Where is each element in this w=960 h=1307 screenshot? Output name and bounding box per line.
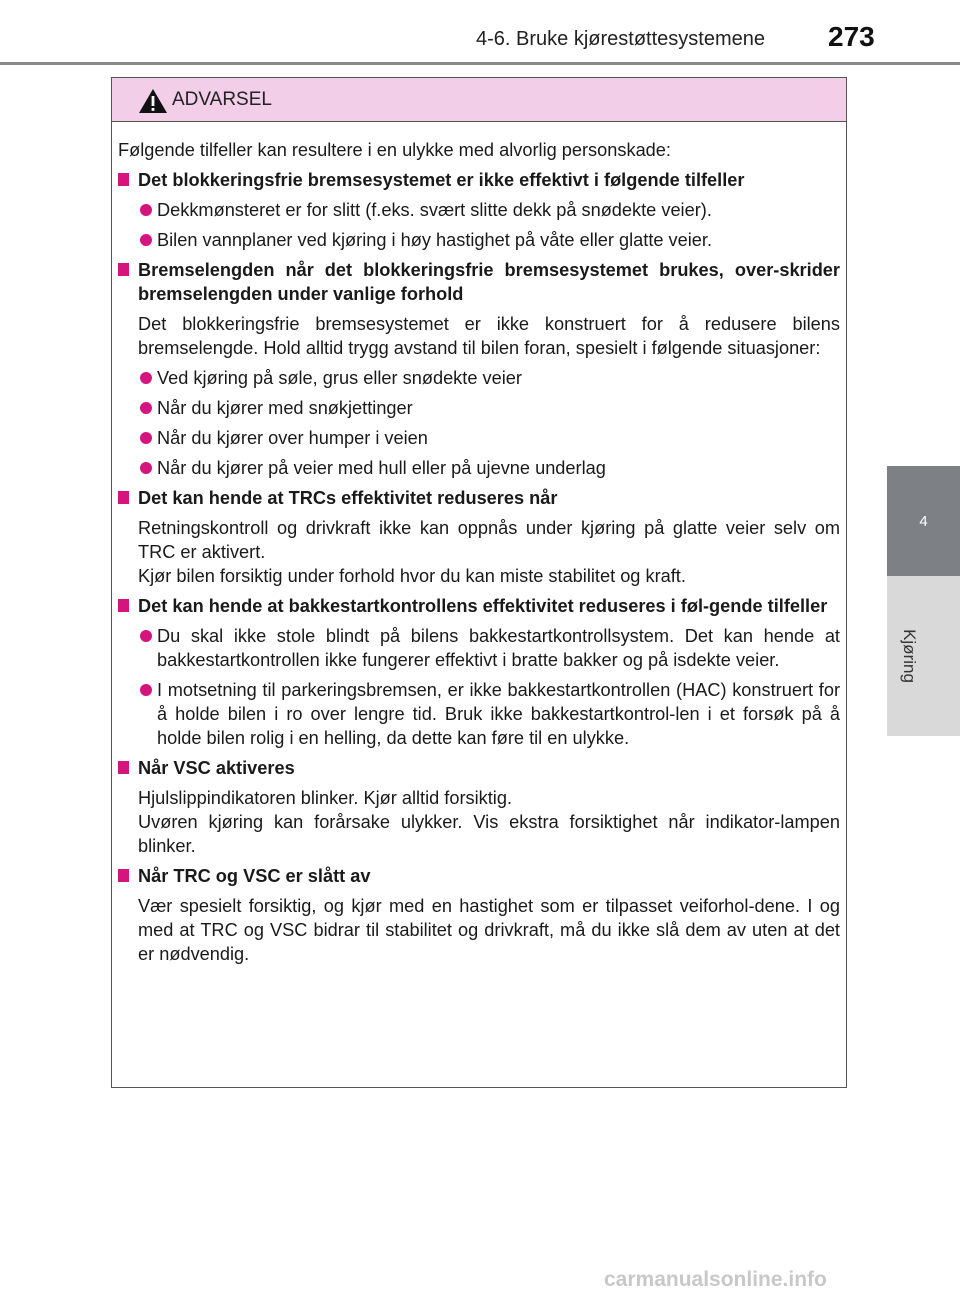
item-heading: Bremselengden når det blokkeringsfrie bremsesystemet brukes, over-skrider bremselengden under vanlige forhold: [138, 260, 840, 304]
bullet-text: Bilen vannplaner ved kjøring i høy hastighet på våte eller glatte veier.: [157, 230, 713, 250]
warning-triangle-icon: [138, 88, 168, 114]
watermark: carmanualsonline.info: [604, 1268, 827, 1291]
warning-item: [118, 864, 840, 966]
section-title: 4-6. Bruke kjørestøttesystemene: [476, 28, 765, 50]
circle-bullet-icon: [140, 372, 152, 384]
chapter-number: 4: [919, 513, 928, 530]
chapter-label: Kjøring: [900, 629, 919, 683]
item-text: [118, 516, 840, 588]
item-text-line: Retningskontroll og drivkraft ikke kan oppnås under kjøring på glatte veier selv om TRC er aktivert.: [138, 518, 840, 562]
chapter-label-tab: [887, 576, 960, 736]
item-text: Vær spesielt forsiktig, og kjør med en hastighet som er tilpasset veiforhol-dene. I og med at TRC og VSC bidrar til stabilitet og drivkraft, må du ikke slå dem av uten at det er nødvendig.: [138, 896, 840, 964]
header-rule: [0, 62, 960, 65]
warning-item: [118, 486, 840, 588]
item-text-line: Hjulslippindikatoren blinker. Kjør alltid forsiktig.: [138, 788, 513, 808]
circle-bullet-icon: [140, 630, 152, 642]
bullet-text: Ved kjøring på søle, grus eller snødekte veier: [157, 368, 522, 388]
item-text-line: Uvøren kjøring kan forårsake ulykker. Vis ekstra forsiktighet når indikator-lampen blinker.: [138, 812, 840, 856]
warning-item: [118, 258, 840, 480]
square-bullet-icon: [118, 869, 129, 882]
item-text-line: Kjør bilen forsiktig under forhold hvor du kan miste stabilitet og kraft.: [138, 566, 686, 586]
square-bullet-icon: [118, 173, 129, 186]
bullet-text: Du skal ikke stole blindt på bilens bakkestartkontrollsystem. Det kan hende at bakkestartkontrollen ikke fungerer effektivt i bratte bakker og på isdekte veier.: [157, 626, 840, 670]
square-bullet-icon: [118, 599, 129, 612]
bullet-text: Når du kjører på veier med hull eller på ujevne underlag: [157, 458, 606, 478]
bullet-text: I motsetning til parkeringsbremsen, er ikke bakkestartkontrollen (HAC) konstruert for å holde bilen i ro over lengre tid. Bruk ikke bakkestartkontrol-len i et forsøk på å holde bilen rolig i en helling, da dette kan føre til en ulykke.: [157, 680, 840, 748]
warning-box: [111, 77, 847, 1088]
warning-header: [112, 78, 846, 122]
circle-bullet-icon: [140, 402, 152, 414]
warning-intro: Følgende tilfeller kan resultere i en ulykke med alvorlig personskade:: [118, 140, 671, 160]
item-heading: Det kan hende at TRCs effektivitet reduseres når: [138, 488, 558, 508]
circle-bullet-icon: [140, 462, 152, 474]
circle-bullet-icon: [140, 684, 152, 696]
bullet-text: Dekkmønsteret er for slitt (f.eks. svært slitte dekk på snødekte veier).: [157, 200, 712, 220]
item-text: [118, 786, 840, 858]
warning-item: [118, 594, 840, 750]
warning-body: [118, 138, 840, 972]
bullet-text: Når du kjører over humper i veien: [157, 428, 428, 448]
item-heading: Når VSC aktiveres: [138, 758, 295, 778]
item-text: Det blokkeringsfrie bremsesystemet er ikke konstruert for å redusere bilens bremselengde. Hold alltid trygg avstand til bilen foran, spesielt i følgende situasjoner:: [138, 314, 840, 358]
circle-bullet-icon: [140, 432, 152, 444]
item-heading: Når TRC og VSC er slått av: [138, 866, 371, 886]
page-number: 273: [828, 21, 875, 52]
circle-bullet-icon: [140, 204, 152, 216]
square-bullet-icon: [118, 761, 129, 774]
item-heading: Det blokkeringsfrie bremsesystemet er ikke effektivt i følgende tilfeller: [138, 170, 745, 190]
bullet-text: Når du kjører med snøkjettinger: [157, 398, 413, 418]
square-bullet-icon: [118, 263, 129, 276]
circle-bullet-icon: [140, 234, 152, 246]
warning-title: ADVARSEL: [172, 89, 272, 110]
warning-item: [118, 168, 840, 252]
warning-item: [118, 756, 840, 858]
square-bullet-icon: [118, 491, 129, 504]
item-heading: Det kan hende at bakkestartkontrollens effektivitet reduseres i føl-gende tilfeller: [138, 596, 828, 616]
